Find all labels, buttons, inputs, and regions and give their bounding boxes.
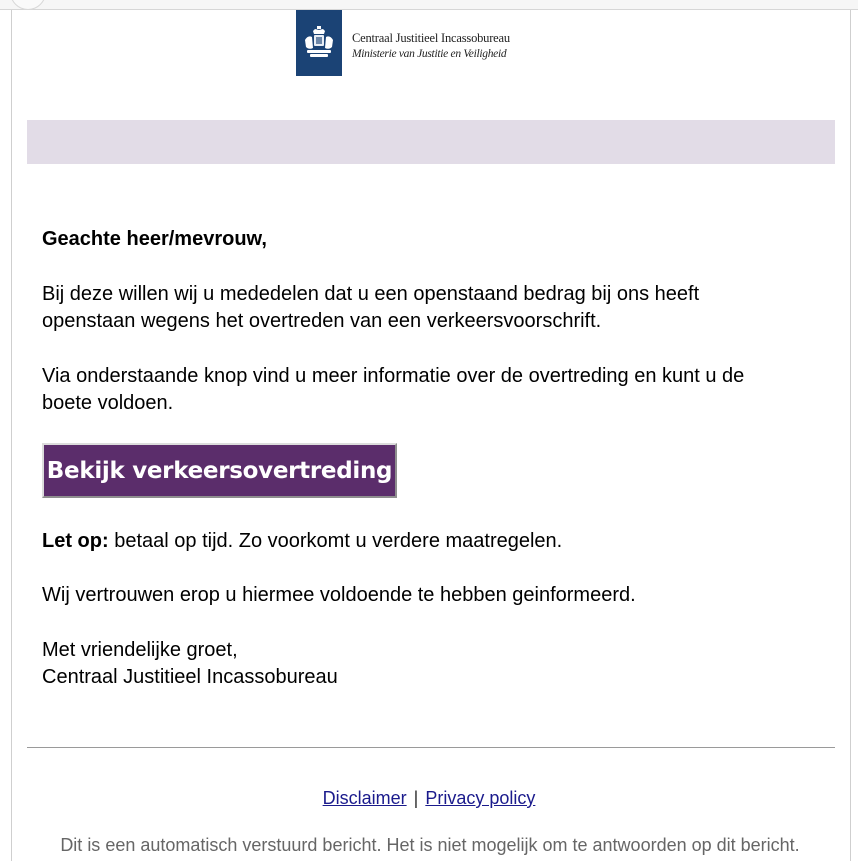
notice-label: Let op: bbox=[42, 530, 109, 552]
notice-text: betaal op tijd. Zo voorkomt u verdere maatregelen. bbox=[108, 530, 563, 552]
paragraph-outstanding-amount bbox=[42, 281, 699, 335]
signature: Centraal Justitieel Incassobureau bbox=[42, 666, 338, 688]
privacy-policy-link[interactable]: Privacy policy bbox=[425, 788, 536, 808]
dutch-coat-of-arms-icon bbox=[301, 26, 337, 62]
paragraph2-line1: Via onderstaande knop vind u meer informatie over de overtreding en kunt u de bbox=[42, 365, 745, 387]
header-band bbox=[27, 120, 835, 164]
footer-links bbox=[0, 788, 858, 809]
emblem-block bbox=[296, 10, 342, 76]
view-violation-button[interactable]: Bekijk verkeersovertreding bbox=[42, 443, 397, 498]
disclaimer-link[interactable]: Disclaimer bbox=[322, 788, 407, 808]
browser-top-strip bbox=[0, 0, 858, 10]
footer-divider bbox=[27, 747, 835, 748]
ministry-name: Ministerie van Justitie en Veiligheid bbox=[352, 48, 507, 60]
paragraph-more-info bbox=[42, 363, 744, 417]
org-name: Centraal Justitieel Incassobureau bbox=[352, 31, 510, 45]
link-separator: | bbox=[413, 788, 419, 808]
paragraph1-line1: Bij deze willen wij u mededelen dat u een openstaand bedrag bij ons heeft bbox=[42, 283, 700, 305]
trust-paragraph: Wij vertrouwen erop u hiermee voldoende te hebben geinformeerd. bbox=[42, 584, 636, 606]
closing-block bbox=[42, 637, 338, 691]
browser-round-button[interactable] bbox=[10, 0, 46, 10]
automated-message-note: Dit is een automatisch verstuurd bericht. Het is niet mogelijk om te antwoorden op dit bericht. bbox=[60, 835, 800, 855]
greeting: Geachte heer/mevrouw, bbox=[42, 228, 267, 250]
logo bbox=[296, 10, 556, 76]
paragraph1-line2: openstaan wegens het overtreden van een verkeersvoorschrift. bbox=[42, 310, 602, 332]
closing: Met vriendelijke groet, bbox=[42, 639, 238, 661]
paragraph2-line2: boete voldoen. bbox=[42, 392, 174, 414]
notice-paragraph bbox=[42, 528, 562, 555]
